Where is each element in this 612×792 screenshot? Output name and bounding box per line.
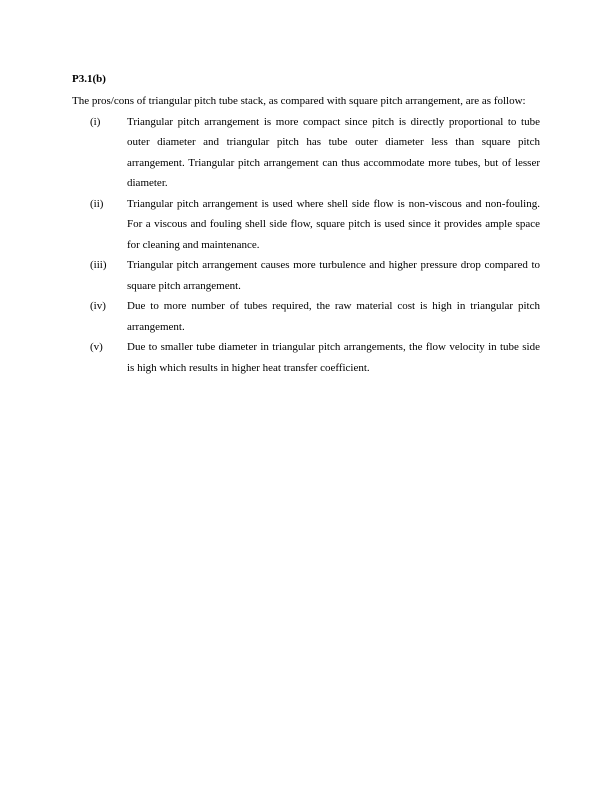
section-heading: P3.1(b) — [72, 73, 106, 85]
list-item — [72, 296, 540, 337]
pros-cons-list — [72, 112, 540, 379]
list-item-text: Triangular pitch arrangement is used where shell side flow is non-viscous and non-fouling. For a viscous and fouling shell side flow, square pitch is used since it provides ample space for cleaning and maintenance. — [127, 197, 540, 251]
list-item-number: (iii) — [90, 259, 107, 271]
list-item-number: (iv) — [90, 300, 106, 312]
list-item-text: Due to smaller tube diameter in triangular pitch arrangements, the flow velocity in tube side is high which results in higher heat transfer coefficient. — [127, 341, 540, 374]
list-item-number: (v) — [90, 341, 103, 353]
list-item — [72, 337, 540, 378]
list-item-text: Triangular pitch arrangement is more compact since pitch is directly proportional to tube outer diameter and triangular pitch has tube outer diameter less than square pitch arrangement. Triangular pitch arrangement can thus accommodate more tubes, but of lesser diameter. — [127, 115, 540, 189]
document-page — [72, 71, 540, 378]
list-item-number: (i) — [90, 115, 101, 128]
intro-paragraph: The pros/cons of triangular pitch tube stack, as compared with square pitch arrangement, are as follow: — [72, 95, 526, 107]
list-item — [72, 255, 540, 296]
list-item-number: (ii) — [90, 197, 104, 210]
list-item — [72, 194, 540, 256]
list-item-text: Triangular pitch arrangement causes more turbulence and higher pressure drop compared to square pitch arrangement. — [127, 259, 540, 292]
list-item-text: Due to more number of tubes required, the raw material cost is high in triangular pitch arrangement. — [127, 300, 540, 333]
list-item — [72, 112, 540, 194]
